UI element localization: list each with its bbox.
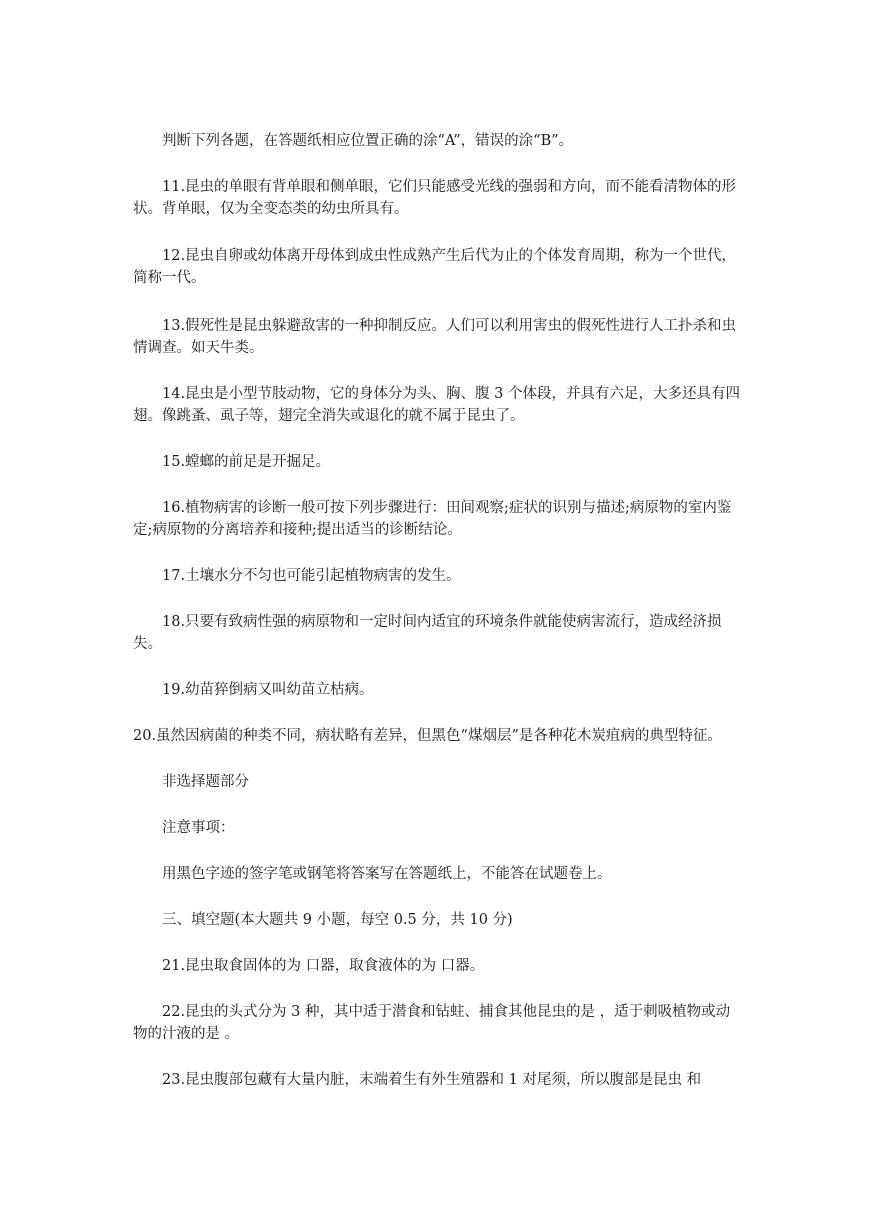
question-17: 17.土壤水分不匀也可能引起植物病害的发生。 (162, 568, 461, 584)
notice-text: 用黑色字迹的签字笔或钢笔将答案写在答题纸上，不能答在试题卷上。 (162, 866, 612, 882)
question-15: 15.螳螂的前足是开掘足。 (162, 454, 331, 470)
notice-title: 注意事项： (162, 820, 235, 836)
question-16: 16.植物病害的诊断一般可按下列步骤进行：田间观察;症状的识别与描述;病原物的室内鉴定;病原物的分离培养和接种;提出适当的诊断结论。 (133, 500, 732, 538)
question-21: 21.昆虫取食固体的为 口器，取食液体的为 口器。 (162, 958, 485, 974)
question-20: 20.虽然因病菌的种类不同，病状略有差异，但黑色“煤烟层”是各种花木炭疽病的典型特征。 (133, 728, 722, 744)
instruction: 判断下列各题，在答题纸相应位置正确的涂“A”，错误的涂“B”。 (162, 133, 574, 149)
section-nonchoice: 非选择题部分 (162, 774, 249, 790)
section-3-title: 三、填空题(本大题共 9 小题，每空 0.5 分，共 10 分) (162, 912, 513, 928)
question-14: 14.昆虫是小型节肢动物，它的身体分为头、胸、腹 3 个体段，并具有六足，大多还具有四翅。像跳蚤、虱子等，翅完全消失或退化的就不属于昆虫了。 (133, 386, 740, 424)
question-12: 12.昆虫自卵或幼体离开母体到成虫性成熟产生后代为止的个体发育周期，称为一个世代，简称一代。 (133, 248, 737, 286)
question-18: 18.只要有致病性强的病原物和一定时间内适宜的环境条件就能使病害流行，造成经济损失。 (133, 614, 722, 652)
question-23: 23.昆虫腹部包藏有大量内脏，末端着生有外生殖器和 1 对尾须，所以腹部是昆虫 和 (162, 1072, 702, 1088)
question-22: 22.昆虫的头式分为 3 种，其中适于潜食和钻蛀、捕食其他昆虫的是 ，适于刺吸植物或动物的汁液的是 。 (133, 1004, 731, 1042)
question-13: 13.假死性是昆虫躲避敌害的一种抑制反应。人们可以利用害虫的假死性进行人工扑杀和虫情调查。如天牛类。 (133, 318, 737, 356)
question-19: 19.幼苗猝倒病又叫幼苗立枯病。 (162, 682, 374, 698)
question-11: 11.昆虫的单眼有背单眼和侧单眼，它们只能感受光线的强弱和方向，而不能看清物体的形状。背单眼，仅为全变态类的幼虫所具有。 (133, 179, 737, 217)
